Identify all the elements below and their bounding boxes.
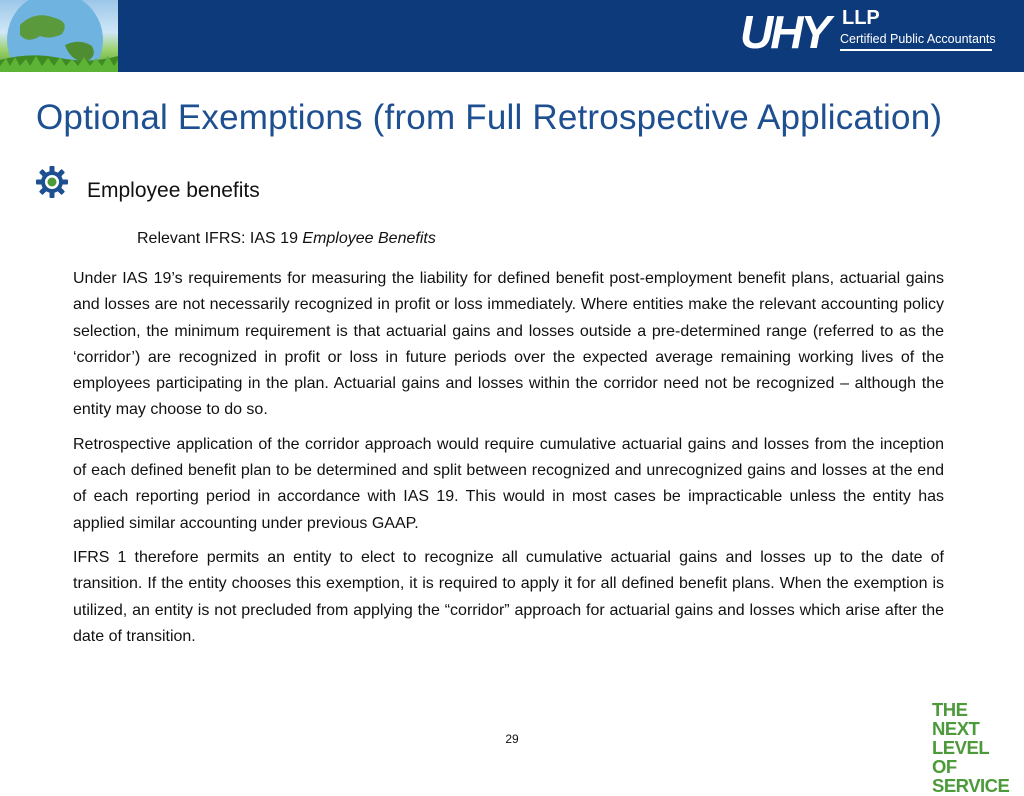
globe-image	[0, 0, 118, 72]
page-number: 29	[505, 732, 519, 746]
relevant-standard-name: Employee Benefits	[302, 230, 436, 247]
slogan-logo	[932, 699, 1010, 796]
slogan-line: LEVEL OF	[932, 737, 989, 777]
logo-underline	[840, 49, 992, 51]
slide-title: Optional Exemptions (from Full Retrospective Application)	[36, 98, 943, 137]
paragraph: Under IAS 19’s requirements for measuring the liability for defined benefit post-employment benefit plans, actuarial gains and losses are not necessarily recognized in profit or loss immediately. Where entities make the relevant accounting policy selection, the minimum requirement is that actuarial gains and losses outside a pre-determined range (referred to as the ‘corridor’) are recognized in profit or loss in future periods over the expected average remaining working lives of the employees participating in the plan. Actuarial gains and losses within the corridor need not be recognized – although the entity may choose to do so.	[73, 270, 944, 419]
logo-tagline: Certified Public Accountants	[840, 32, 996, 46]
gear-icon	[34, 164, 70, 200]
uhy-logo[interactable]	[740, 4, 1010, 68]
slogan-line: SERVICE	[932, 775, 1010, 796]
paragraph: IFRS 1 therefore permits an entity to elect to recognize all cumulative actuarial gains and losses up to the date of transition. If the entity chooses this exemption, it is required to apply it for all defined benefit plans. When the exemption is utilized, an entity is not precluded from applying the “corridor” approach for actuarial gains and losses which arise after the date of transition.	[73, 548, 944, 645]
slogan-line: THE NEXT	[932, 699, 980, 739]
logo-brand: UHY	[740, 6, 829, 58]
header-bar	[0, 0, 1024, 72]
relevant-standard	[137, 230, 436, 248]
subheading: Employee benefits	[87, 179, 260, 202]
body-text	[73, 266, 944, 658]
paragraph: Retrospective application of the corridor approach would require cumulative actuarial gains and losses from the inception of each defined benefit plan to be determined and split between recognized and unrecognized gains and losses at the end of each reporting period in accordance with IAS 19. This would in most cases be impracticable unless the entity has applied similar accounting under previous GAAP.	[73, 435, 944, 532]
relevant-prefix: Relevant IFRS: IAS 19	[137, 230, 303, 247]
logo-suffix: LLP	[842, 7, 880, 29]
